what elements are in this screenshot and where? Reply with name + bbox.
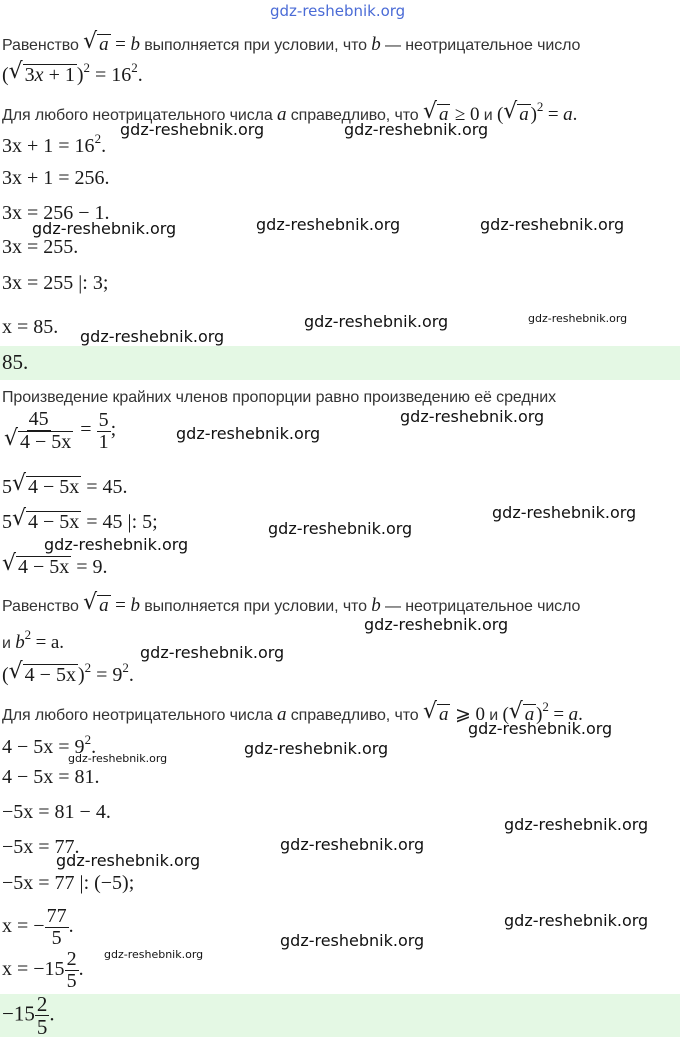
watermark: gdz-reshebnik.org (32, 219, 177, 238)
watermark: gdz-reshebnik.org (504, 911, 649, 930)
p2-step-7: x = −15 $\frac{2}{5}$ . (2, 948, 84, 992)
answer-1: 85. (2, 350, 29, 374)
watermark: gdz-reshebnik.org (304, 312, 449, 331)
watermark: gdz-reshebnik.org (44, 535, 189, 554)
watermark: gdz-reshebnik.org (68, 752, 168, 765)
property-line: Для любого неотрицательного числа a справедливо, что √ a ≥ 0 и ( √ a )$^2$ = a. (2, 99, 578, 125)
rule-line: Равенство √ a = b выполняется при условии, что b — неотрицательное число (2, 29, 581, 55)
watermark: gdz-reshebnik.org (80, 327, 225, 346)
watermark: gdz-reshebnik.org (400, 407, 545, 426)
p2-line-2: 5 √ 4 − 5x = 45. (2, 471, 128, 498)
watermark: gdz-reshebnik.org (120, 120, 265, 139)
rule-formula: √ a = b (83, 29, 140, 55)
watermark: gdz-reshebnik.org (504, 815, 649, 834)
p1-step-2: 3x + 1 = 256. (2, 167, 110, 189)
watermark: gdz-reshebnik.org (480, 215, 625, 234)
p2-step-6: x = − $\frac{77}{5}$ . (2, 905, 74, 949)
answer-band-2 (0, 994, 680, 1037)
proportion-equation: 45 √ 4 − 5x = $\frac{5}{1}$ ; (4, 408, 117, 453)
p2-step-4: −5x = 77. (2, 836, 80, 858)
watermark: gdz-reshebnik.org (344, 120, 489, 139)
watermark: gdz-reshebnik.org (280, 835, 425, 854)
watermark: gdz-reshebnik.org (268, 519, 413, 538)
property-text: Для любого неотрицательного числа (2, 107, 273, 124)
p2-property-line: Для любого неотрицательного числа a справедливо, что √ a ⩾ 0 и ( √ a )$^2$ = a. (2, 699, 583, 725)
watermark: gdz-reshebnik.org (56, 851, 201, 870)
watermark: gdz-reshebnik.org (176, 424, 321, 443)
watermark: gdz-reshebnik.org (256, 215, 401, 234)
rule-mid: выполняется при условии, что (144, 37, 367, 54)
p2-step-2: 4 − 5x = 81. (2, 766, 100, 788)
watermark: gdz-reshebnik.org (492, 503, 637, 522)
p2-line-4: √ 4 − 5x = 9. (2, 551, 108, 578)
p2-rule-line-2: и $b^2 = a$. (2, 627, 64, 653)
watermark-top: gdz-reshebnik.org (270, 2, 406, 20)
watermark: gdz-reshebnik.org (280, 931, 425, 950)
watermark: gdz-reshebnik.org (364, 615, 509, 634)
property-mid: справедливо, что (290, 107, 419, 124)
property-and: и (483, 107, 493, 124)
watermark: gdz-reshebnik.org (468, 719, 613, 738)
answer-2: −15 $\frac{2}{5}$ . (2, 992, 55, 1039)
p1-step-1: $3x + 1 = 16^2$. (2, 131, 107, 157)
rule-end: — неотрицательное число (385, 37, 581, 54)
answer-band-1 (0, 346, 680, 380)
p2-rule-line: Равенство √ a = b выполняется при условии, что b — неотрицательное число (2, 590, 581, 616)
p2-step-3: −5x = 81 − 4. (2, 801, 111, 823)
p2-line-3: 5 √ 4 − 5x = 45 |: 5; (2, 506, 158, 533)
p2-step-1: $4 - 5x = 9^2$. (2, 732, 97, 758)
watermark: gdz-reshebnik.org (140, 643, 285, 662)
rule-text: Равенство (2, 37, 79, 54)
p1-step-5: 3x = 255 |: 3; (2, 272, 109, 294)
watermark: gdz-reshebnik.org (528, 312, 628, 325)
p2-step-5: −5x = 77 |: (−5); (2, 872, 135, 894)
p2-square: ( √ 4 − 5x )$^2 = 9^2$. (2, 659, 134, 686)
proportion-text: Произведение крайних членов пропорции равно произведению её средних (2, 389, 557, 406)
p1-step-3: 3x = 256 − 1. (2, 202, 110, 224)
watermark: gdz-reshebnik.org (244, 739, 389, 758)
p1-step-4: 3x = 255. (2, 236, 79, 258)
p1-step-6: x = 85. (2, 316, 59, 338)
watermark: gdz-reshebnik.org (104, 948, 204, 961)
step-square: ( √ 3x + 1 )$^2 = 16^2$. (2, 59, 143, 86)
